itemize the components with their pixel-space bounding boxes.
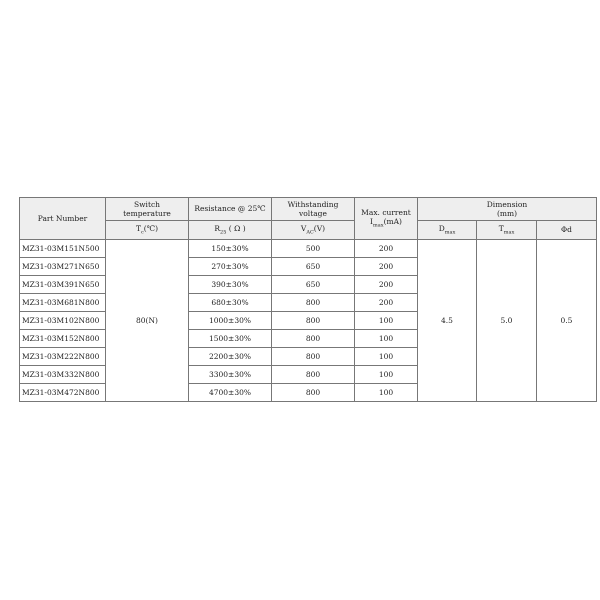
header-resistance-unit: [189, 221, 272, 240]
dim-t-symbol: T: [498, 224, 504, 234]
current-cell: 200: [355, 276, 418, 294]
current-cell: 100: [355, 348, 418, 366]
part-number-cell: MZ31-03M102N800: [20, 312, 106, 330]
dim-d-sub: max: [444, 229, 456, 236]
current-cell: 100: [355, 366, 418, 384]
resistance-cell: 3300±30%: [189, 366, 272, 384]
voltage-cell: 800: [272, 294, 355, 312]
header-part-number: [20, 198, 106, 240]
header-switch-temperature: [106, 198, 189, 221]
resistance-cell: 2200±30%: [189, 348, 272, 366]
dim-phi-label: Φd: [561, 225, 572, 235]
dim-phi-value-cell: 0.5: [537, 240, 597, 402]
dim-d-value-cell: 4.5: [418, 240, 477, 402]
part-number-cell: MZ31-03M391N650: [20, 276, 106, 294]
current-cell: 100: [355, 330, 418, 348]
voltage-cell: 650: [272, 258, 355, 276]
voltage-cell: 500: [272, 240, 355, 258]
table-header: [20, 198, 597, 240]
header-max-current-label: Max. current: [361, 207, 411, 217]
header-dimension-label: Dimension: [486, 199, 528, 209]
specification-table: [19, 197, 597, 402]
header-switch-temperature-unit: [106, 221, 189, 240]
header-withstanding-line2: voltage: [299, 209, 327, 218]
table-body: [20, 240, 597, 402]
max-current-unit: (mA): [383, 217, 402, 227]
current-cell: 100: [355, 384, 418, 402]
resistance-symbol-sub: 25: [220, 229, 227, 236]
withstanding-symbol: V: [300, 224, 307, 234]
resistance-symbol: R: [214, 224, 221, 234]
withstanding-symbol-sub: AC: [306, 229, 314, 236]
current-cell: 200: [355, 258, 418, 276]
switch-temperature-cell: 80(N): [106, 240, 189, 402]
part-number-cell: MZ31-03M472N800: [20, 384, 106, 402]
header-dim-d: [418, 221, 477, 240]
resistance-cell: 680±30%: [189, 294, 272, 312]
dim-d-symbol: D: [438, 224, 445, 234]
max-current-symbol: I: [370, 217, 374, 227]
resistance-cell: 150±30%: [189, 240, 272, 258]
part-number-cell: MZ31-03M332N800: [20, 366, 106, 384]
dim-t-sub: max: [503, 229, 515, 236]
header-resistance-label: Resistance @ 25℃: [194, 204, 266, 214]
header-switch-temperature-line2: temperature: [123, 209, 171, 218]
resistance-cell: 1500±30%: [189, 330, 272, 348]
header-withstanding-unit: [272, 221, 355, 240]
dim-t-value-cell: 5.0: [477, 240, 537, 402]
resistance-cell: 270±30%: [189, 258, 272, 276]
header-part-number-label: Part Number: [37, 213, 88, 223]
header-max-current: [355, 198, 418, 240]
voltage-cell: 800: [272, 384, 355, 402]
header-switch-temperature-line1: Switch: [133, 199, 160, 209]
header-withstanding-line1: Withstanding: [287, 199, 339, 209]
voltage-cell: 800: [272, 348, 355, 366]
resistance-cell: 4700±30%: [189, 384, 272, 402]
withstanding-unit: (V): [313, 224, 326, 234]
header-dim-phi: [537, 221, 597, 240]
header-max-current-unit: [355, 217, 417, 229]
resistance-cell: 390±30%: [189, 276, 272, 294]
voltage-cell: 650: [272, 276, 355, 294]
part-number-cell: MZ31-03M271N650: [20, 258, 106, 276]
current-cell: 200: [355, 240, 418, 258]
part-number-cell: MZ31-03M151N500: [20, 240, 106, 258]
header-resistance: [189, 198, 272, 221]
switch-temp-unit: (℃): [143, 224, 159, 234]
header-dim-t: [477, 221, 537, 240]
resistance-unit: ( Ω ): [228, 224, 246, 234]
switch-temp-symbol-sub: c: [140, 229, 144, 236]
part-number-cell: MZ31-03M681N800: [20, 294, 106, 312]
current-cell: 100: [355, 312, 418, 330]
resistance-cell: 1000±30%: [189, 312, 272, 330]
header-dimension: [418, 198, 597, 221]
voltage-cell: 800: [272, 312, 355, 330]
part-number-cell: MZ31-03M222N800: [20, 348, 106, 366]
part-number-cell: MZ31-03M152N800: [20, 330, 106, 348]
header-withstanding-voltage: [272, 198, 355, 221]
voltage-cell: 800: [272, 330, 355, 348]
max-current-symbol-sub: max: [373, 222, 384, 229]
table-row: [20, 240, 597, 258]
current-cell: 200: [355, 294, 418, 312]
header-dimension-unit: (mm): [496, 209, 518, 218]
switch-temp-symbol: T: [135, 224, 141, 234]
voltage-cell: 800: [272, 366, 355, 384]
